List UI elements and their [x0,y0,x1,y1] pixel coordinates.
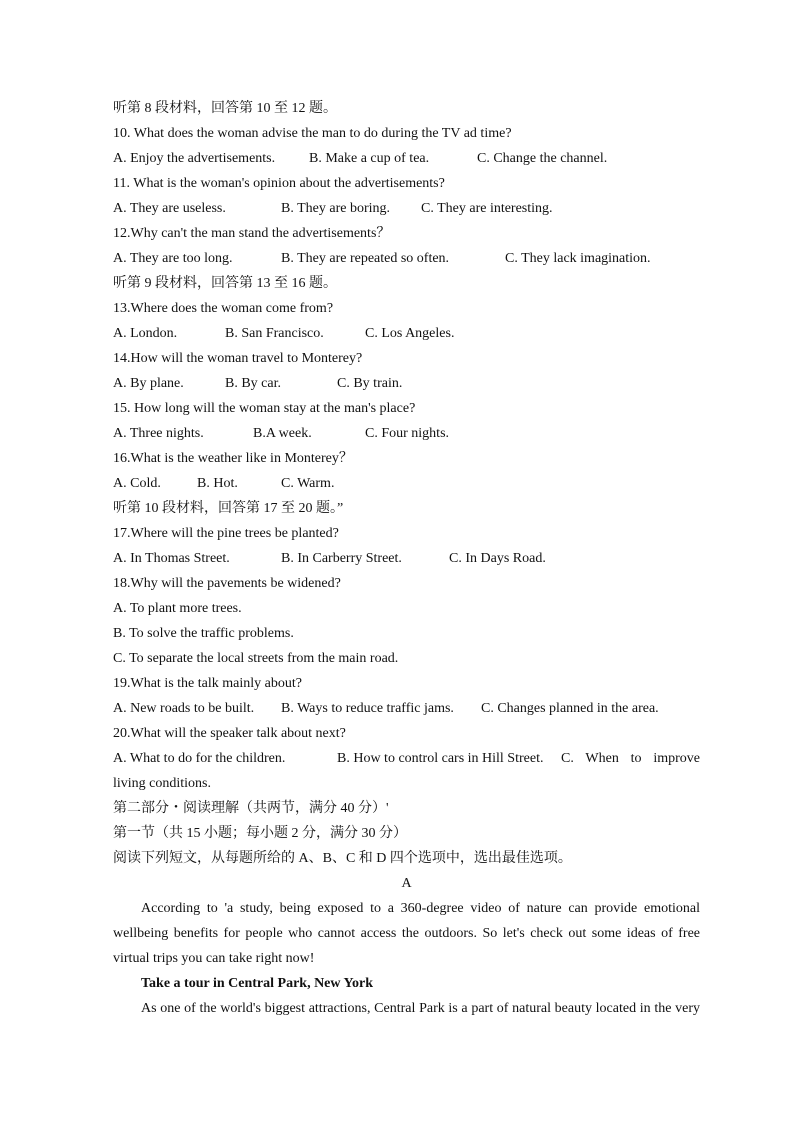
question-options [113,421,700,446]
question-19 [113,671,700,721]
passage-label: A [401,876,412,891]
passage-intro-line: wellbeing benefits for people who cannot access the outdoors. So let's check out some ideas of free [113,926,700,941]
passage-intro [113,896,700,971]
option-a: A. By plane. [113,376,184,391]
question-stem: 11. What is the woman's opinion about the advertisements? [113,176,445,191]
option-a: A. Cold. [113,476,161,491]
listening-group-heading: 听第 10 段材料，回答第 17 至 20 题。” [113,501,344,516]
question-options [113,321,700,346]
option-b: B. Make a cup of tea. [309,151,430,166]
option-b: B.A week. [253,426,312,441]
question-14 [113,346,700,396]
option-a: A. They are useless. [113,201,226,216]
option-a: A. In Thomas Street. [113,551,230,566]
option-b: B. In Carberry Street. [281,551,402,566]
question-13 [113,296,700,346]
option-c: C. Change the channel. [477,151,608,166]
option-a: A. London. [113,326,178,341]
option-b: B. By car. [225,376,281,391]
option-c: C. When to improve living conditions. [113,751,700,791]
option-c: C. Warm. [281,476,335,491]
option-b: B. Hot. [197,476,238,491]
question-options [113,471,700,496]
question-stem: 15. How long will the woman stay at the man's place? [113,401,416,416]
exam-page [113,96,700,1021]
option-b: B. They are boring. [281,201,390,216]
section-heading: 第一节（共 15 小题；每小题 2 分，满分 30 分） [113,826,407,841]
question-stem: 16.What is the weather like in Monterey？ [113,451,353,466]
option-c: C. In Days Road. [449,551,546,566]
passage-intro-line: virtual trips you can take right now! [113,951,315,966]
option-c: C. To separate the local streets from the main road. [113,651,399,666]
question-stem: 17.Where will the pine trees be planted? [113,526,339,541]
question-options [113,371,700,396]
part-heading: 第二部分・阅读理解（共两节，满分 40 分）' [113,801,389,816]
passage-intro-line: According to 'a study, being exposed to a 360-degree video of nature can provide emotional [141,901,700,916]
passage-subheading: Take a tour in Central Park, New York [141,976,374,991]
option-c: C. Changes planned in the area. [481,701,659,716]
option-b: B. San Francisco. [225,326,324,341]
option-b: B. They are repeated so often. [281,251,450,266]
question-20 [113,721,700,796]
question-11 [113,171,700,221]
option-c: C. Four nights. [365,426,450,441]
question-stem: 19.What is the talk mainly about? [113,676,302,691]
question-10 [113,121,700,171]
question-options [113,546,700,571]
option-c: C. They lack imagination. [505,251,651,266]
option-a: A. They are too long. [113,251,233,266]
question-15 [113,396,700,446]
question-options [113,146,700,171]
reading-section [113,796,700,1021]
option-b: B. To solve the traffic problems. [113,626,294,641]
option-c: C. They are interesting. [421,201,553,216]
question-12 [113,221,700,271]
question-stem: 18.Why will the pavements be widened? [113,576,341,591]
option-c: C. Los Angeles. [365,326,455,341]
option-b: B. How to control cars in Hill Street. [337,751,544,766]
question-options [113,696,700,721]
question-stem: 13.Where does the woman come from? [113,301,334,316]
listening-group-material-9 [113,271,700,496]
question-18 [113,571,700,671]
option-a: A. New roads to be built. [113,701,255,716]
listening-group-heading: 听第 9 段材料，回答第 13 至 16 题。 [113,276,337,291]
option-a: A. To plant more trees. [113,601,242,616]
option-a: A. Enjoy the advertisements. [113,151,276,166]
question-17 [113,521,700,571]
question-stem: 20.What will the speaker talk about next? [113,726,346,741]
listening-group-material-8 [113,96,700,271]
question-stem: 14.How will the woman travel to Monterey? [113,351,363,366]
question-stem: 10. What does the woman advise the man to do during the TV ad time? [113,126,512,141]
question-options [113,746,700,796]
question-stem: 12.Why can't the man stand the advertisements？ [113,226,391,241]
question-16 [113,446,700,496]
reading-instructions: 阅读下列短文，从每题所给的 A、B、C 和 D 四个选项中，选出最佳选项。 [113,851,572,866]
option-c: C. By train. [337,376,403,391]
question-options [113,246,700,271]
passage-paragraph: As one of the world's biggest attractions, Central Park is a part of natural beauty located in the very [141,1001,700,1016]
option-a: A. Three nights. [113,426,204,441]
question-options [113,196,700,221]
option-a: A. What to do for the children. [113,751,286,766]
option-b: B. Ways to reduce traffic jams. [281,701,454,716]
listening-group-heading: 听第 8 段材料，回答第 10 至 12 题。 [113,101,337,116]
listening-group-material-10 [113,496,700,796]
